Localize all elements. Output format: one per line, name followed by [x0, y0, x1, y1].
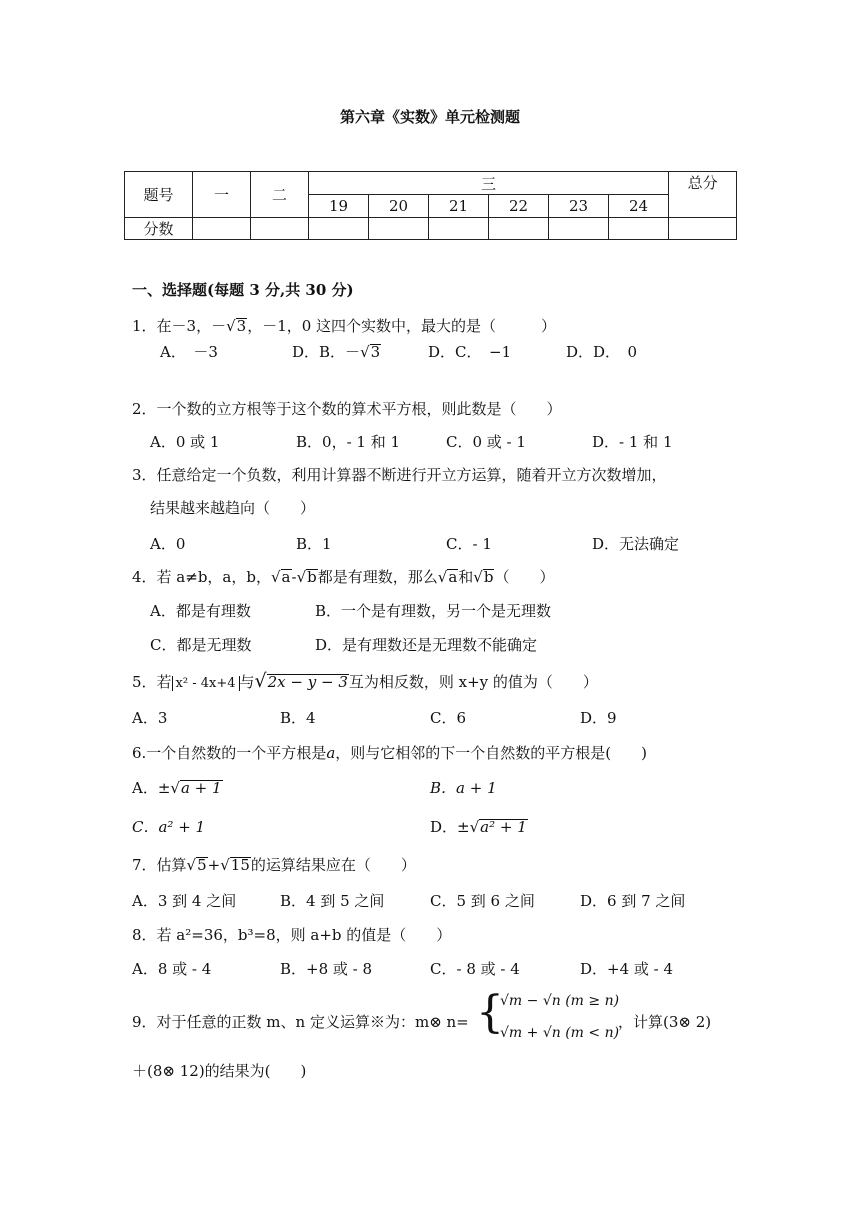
sub-19: 19	[309, 195, 369, 218]
q2-option-b: B．0，- 1 和 1	[296, 433, 401, 451]
q2-option-d: D．- 1 和 1	[592, 433, 673, 451]
q7-option-a: A．3 到 4 之间	[132, 892, 237, 910]
question-9-line-2: ＋(8⊗ 12)的结果为( )	[132, 1062, 307, 1080]
q4-radicand-b: b	[307, 568, 317, 586]
row-fenshu: 分数	[125, 218, 193, 240]
q4-radicand-b2: b	[483, 568, 494, 586]
question-8: 8．若 a²=36，b³=8，则 a+b 的值是（ ）	[132, 926, 452, 944]
question-4	[132, 566, 554, 587]
sub-23: 23	[549, 195, 609, 218]
q1-stem-c: ，－1，0 这四个实数中，最大的是（ ）	[247, 317, 557, 335]
sqrt-symbol: √	[170, 779, 180, 797]
q6-option-b: B．a + 1	[430, 779, 497, 797]
q5-option-a: A．3	[132, 709, 168, 727]
q5-option-c: C．6	[430, 709, 467, 727]
q2-option-c: C．0 或 - 1	[446, 433, 526, 451]
sqrt-symbol: √	[254, 670, 267, 692]
q2-option-a: A．0 或 1	[150, 433, 220, 451]
q6-a-pre: A．±	[132, 779, 171, 797]
sqrt-symbol: √	[226, 317, 236, 335]
q4-and: 和	[458, 568, 474, 586]
q3-option-a: A．0	[150, 535, 186, 553]
q7-end: 的运算结果应在（ ）	[250, 856, 416, 874]
sqrt-symbol: √	[296, 568, 307, 586]
question-5	[132, 670, 598, 692]
score-cell[interactable]	[489, 218, 549, 240]
sqrt-symbol: √	[270, 568, 281, 586]
header-total: 总分	[669, 172, 737, 218]
sqrt-symbol: √	[469, 818, 480, 836]
sub-24: 24	[609, 195, 669, 218]
q8-option-c: C．- 8 或 - 4	[430, 960, 520, 978]
question-9-line-1: 9．对于任意的正数 m、n 定义运算※为：m⊗ n=	[132, 1013, 469, 1031]
q1-option-d: D．D． 0	[566, 343, 638, 361]
sqrt-symbol: √	[360, 343, 370, 361]
sub-22: 22	[489, 195, 549, 218]
q1-radicand: 3	[236, 317, 247, 335]
q9-case-1: √m − √n (m ≥ n)	[500, 993, 620, 1009]
q1-option-b	[292, 341, 381, 362]
q6-d-pre: D．±	[430, 818, 470, 836]
score-cell[interactable]	[309, 218, 369, 240]
q5-mid: 与	[239, 673, 255, 691]
q6-option-a	[132, 777, 223, 798]
q7-plus: +	[207, 856, 221, 874]
score-cell[interactable]	[609, 218, 669, 240]
sqrt-symbol: √	[473, 568, 483, 586]
score-cell[interactable]	[193, 218, 251, 240]
page-title: 第六章《实数》单元检测题	[339, 108, 520, 126]
q7-option-c: C．5 到 6 之间	[430, 892, 535, 910]
q6-d-radicand: a² + 1	[480, 818, 527, 836]
q6-end: ，则与它相邻的下一个自然数的平方根是( )	[335, 744, 647, 762]
q4-option-d: D．是有理数还是无理数不能确定	[315, 636, 538, 654]
q3-option-b: B．1	[296, 535, 332, 553]
sub-20: 20	[369, 195, 429, 218]
question-3-line-2: 结果越来越趋向（ ）	[150, 499, 316, 517]
q8-option-d: D．+4 或 - 4	[580, 960, 674, 978]
q3-option-c: C．- 1	[446, 535, 492, 553]
q4-option-c: C．都是无理数	[150, 636, 252, 654]
q6-a-radicand: a + 1	[180, 779, 222, 797]
q8-option-b: B．+8 或 - 8	[280, 960, 373, 978]
score-table	[124, 171, 737, 240]
sub-21: 21	[429, 195, 489, 218]
header-section-3: 三	[309, 172, 669, 195]
q4-mid: 都是有理数，那么	[317, 568, 438, 586]
q7-pre: 7．估算	[132, 856, 187, 874]
q7-option-b: B．4 到 5 之间	[280, 892, 385, 910]
score-cell[interactable]	[369, 218, 429, 240]
q5-absolute-value: x² - 4x+4	[172, 676, 240, 691]
q5-pre: 5．若	[132, 673, 172, 691]
q4-option-a: A．都是有理数	[150, 602, 251, 620]
score-cell[interactable]	[549, 218, 609, 240]
q5-option-d: D．9	[580, 709, 617, 727]
q8-option-a: A．8 或 - 4	[132, 960, 212, 978]
question-1	[132, 315, 556, 336]
q1-option-c: D．C． −1	[428, 343, 512, 361]
sqrt-symbol: √	[437, 568, 448, 586]
q6-option-c: C．a² + 1	[132, 818, 206, 836]
q1-stem-a: 1．在－3，－	[132, 317, 227, 335]
q9-case-2: √m + √n (m < n)	[500, 1025, 620, 1041]
q1-option-a: A． －3	[160, 343, 218, 361]
q4-minus: -	[291, 568, 297, 586]
question-3-line-1: 3．任意给定一个负数，利用计算器不断进行开立方运算，随着开立方次数增加，	[132, 466, 667, 484]
q7-radicand-2: 15	[230, 856, 250, 874]
score-cell[interactable]	[251, 218, 309, 240]
question-9-end: ，计算(3⊗ 2)	[618, 1013, 712, 1031]
score-cell[interactable]	[429, 218, 489, 240]
brace-symbol: {	[476, 987, 504, 1038]
q1-b-pre: D．B．－	[292, 343, 361, 361]
q6-pre: 6.一个自然数的一个平方根是	[132, 744, 327, 762]
q6-variable: a	[326, 744, 336, 762]
question-2: 2．一个数的立方根等于这个数的算术平方根，则此数是（ ）	[132, 400, 562, 418]
header-section-2: 二	[251, 172, 309, 218]
q4-option-b: B．一个是有理数，另一个是无理数	[315, 602, 552, 620]
section-title: 一、选择题(每题 3 分,共 30 分)	[132, 281, 354, 299]
q4-radicand-a2: a	[448, 568, 458, 586]
q4-end: （ ）	[494, 568, 555, 586]
question-7	[132, 854, 416, 875]
q4-pre: 4．若 a≠b，a，b，	[132, 568, 271, 586]
q3-option-d: D．无法确定	[592, 535, 680, 553]
q7-option-d: D．6 到 7 之间	[580, 892, 686, 910]
q5-option-b: B．4	[280, 709, 316, 727]
sqrt-symbol: √	[220, 856, 230, 874]
question-6	[132, 742, 647, 763]
score-cell[interactable]	[669, 218, 737, 240]
sqrt-symbol: √	[186, 856, 197, 874]
header-section-1: 一	[193, 172, 251, 218]
q6-option-d	[430, 816, 528, 837]
q7-radicand-1: 5	[197, 856, 207, 874]
header-tihao: 题号	[125, 172, 193, 218]
q5-radicand: 2x − y − 3	[267, 673, 348, 691]
q5-end: 互为相反数，则 x+y 的值为（ ）	[348, 673, 598, 691]
q1-b-radicand: 3	[370, 343, 381, 361]
q4-radicand-a: a	[281, 568, 291, 586]
